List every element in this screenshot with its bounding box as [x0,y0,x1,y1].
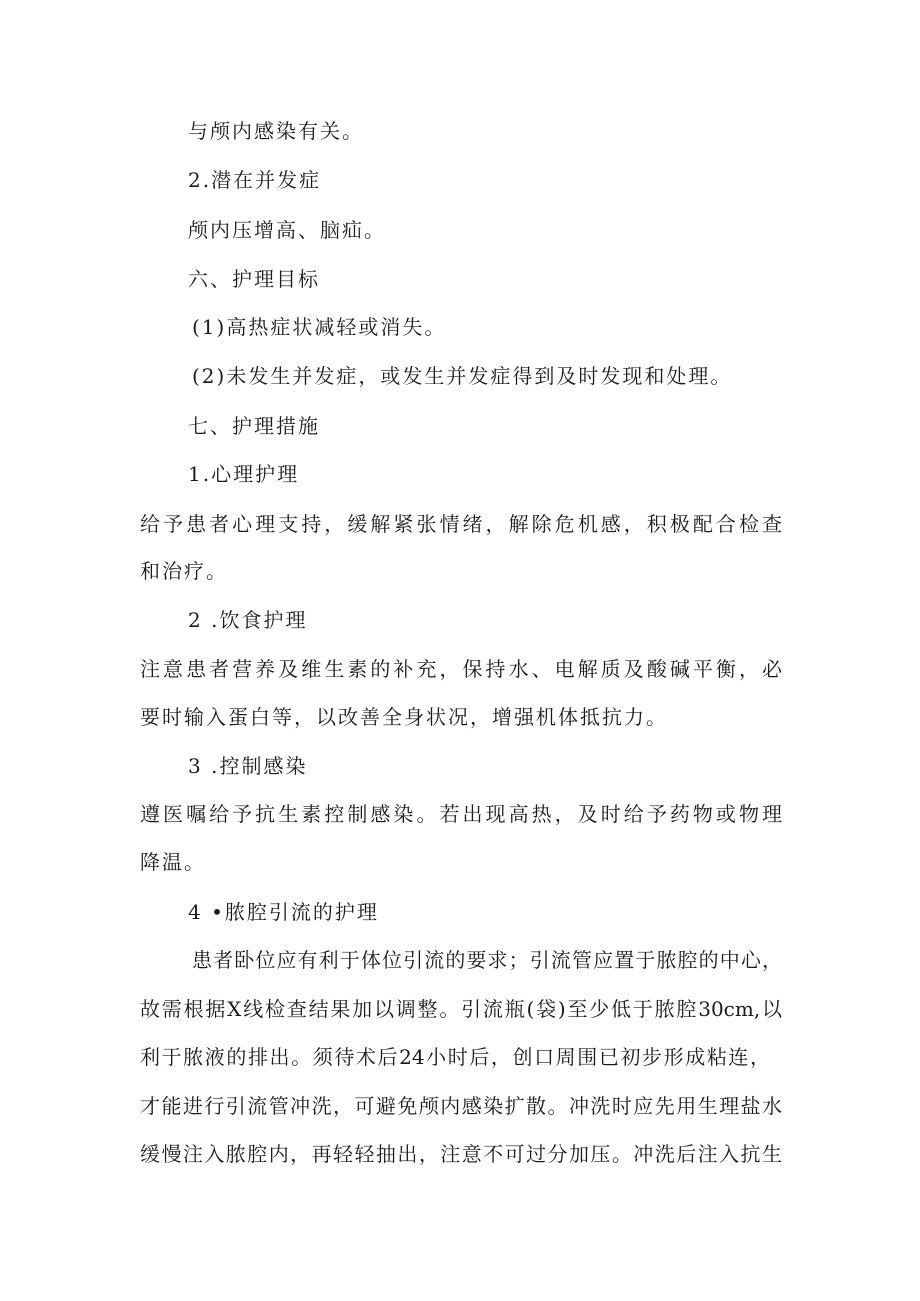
subheading-2: 2 .饮食护理 [188,608,308,632]
paragraph-4-line-5: 缓慢注入脓腔内，再轻轻抽出，注意不可过分加压。冲洗后注入抗生 [140,1142,782,1166]
section-heading-7: 七、护理措施 [188,414,320,438]
subheading-3: 3 .控制感染 [188,754,308,778]
subheading-1: 1.心理护理 [188,462,300,486]
goal-item-2: (2)未发生并发症，或发生并发症得到及时发现和处理。 [192,364,733,388]
paragraph-4-line-3: 利于脓液的排出。须待术后24小时后，创口周围已初步形成粘连， [140,1045,770,1069]
section-heading-6: 六、护理目标 [188,267,320,291]
text-line-3: 颅内压增高、脑疝。 [188,218,386,242]
paragraph-1-line-1: 给予患者心理支持，缓解紧张情绪，解除危机感，积极配合检查 [140,512,782,536]
paragraph-4-line-2: 故需根据X线检查结果加以调整。引流瓶(袋)至少低于脓腔30cm,以 [140,997,782,1021]
paragraph-3-line-2: 降温。 [140,850,206,874]
goal-item-1: (1)高热症状减轻或消失。 [192,315,447,339]
paragraph-1-line-2: 和治疗。 [140,559,228,583]
paragraph-3-line-1: 遵医嘱给予抗生素控制感染。若出现高热，及时给予药物或物理 [140,802,782,826]
paragraph-2-line-1: 注意患者营养及维生素的补充，保持水、电解质及酸碱平衡，必 [140,657,782,681]
paragraph-4-line-4: 才能进行引流管冲洗，可避免颅内感染扩散。冲洗时应先用生理盐水 [140,1094,782,1118]
text-line-2-heading: 2.潜在并发症 [188,168,322,192]
paragraph-2-line-2: 要时输入蛋白等，以改善全身状况，增强机体抵抗力。 [140,705,668,729]
text-line-1: 与颅内感染有关。 [188,119,364,143]
subheading-4: 4 •脓腔引流的护理 [188,900,379,924]
paragraph-4-line-1: 患者卧位应有利于体位引流的要求；引流管应置于脓腔的中心， [192,948,782,972]
